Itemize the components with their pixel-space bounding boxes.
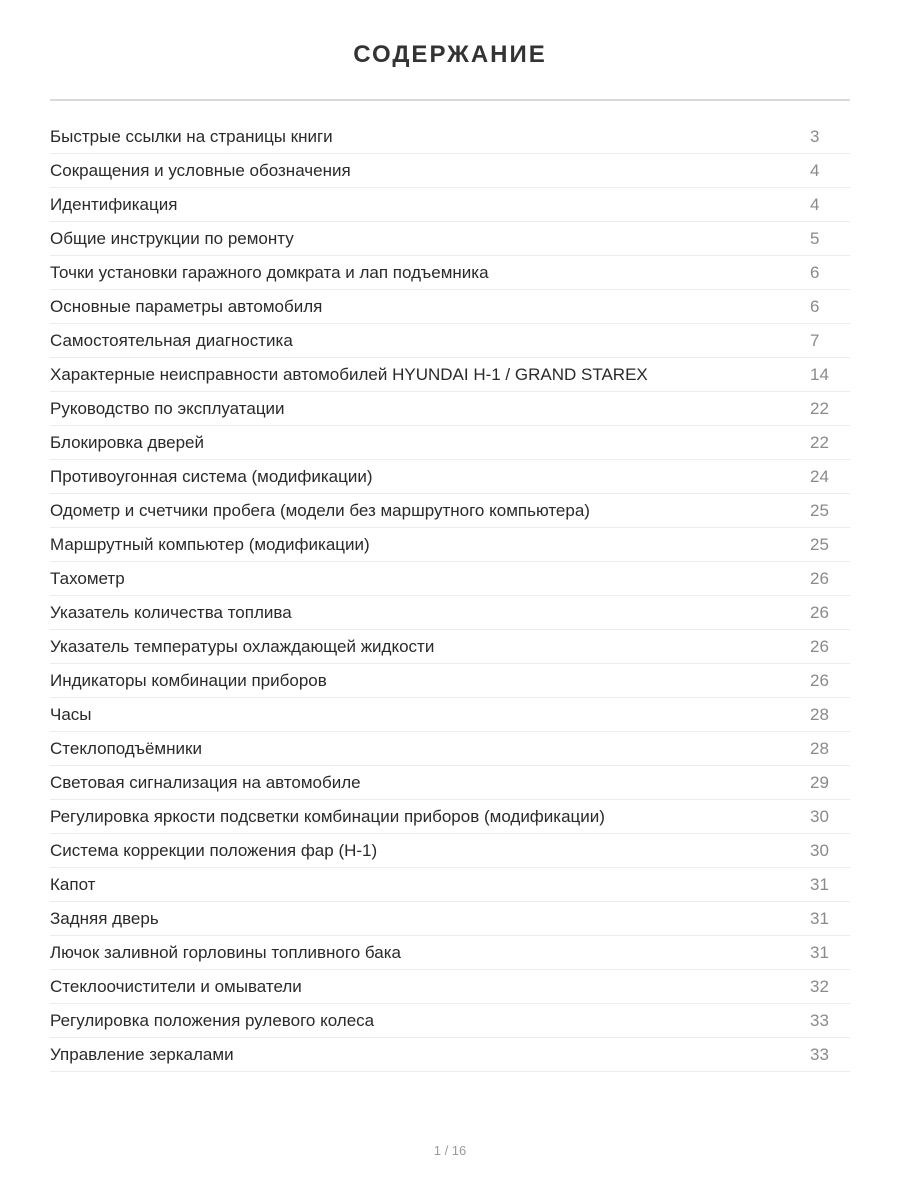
toc-entry[interactable] (50, 528, 850, 562)
page-indicator: 1 / 16 (433, 1143, 467, 1158)
title-divider (50, 99, 850, 101)
toc-entry-page: 30 (810, 806, 829, 826)
toc-entry-page: 26 (810, 670, 829, 690)
toc-entry-page: 14 (810, 364, 829, 384)
toc-entry[interactable] (50, 596, 850, 630)
toc-entry[interactable] (50, 970, 850, 1004)
page-title: СОДЕРЖАНИЕ (353, 41, 547, 68)
toc-entry-title: Характерные неисправности автомобилей HYUNDAI H-1 / GRAND STAREX (50, 364, 648, 384)
toc-entry-page: 33 (810, 1044, 829, 1064)
toc-entry-page: 22 (810, 432, 829, 452)
toc-entry[interactable] (50, 834, 850, 868)
toc-entry-title: Световая сигнализация на автомобиле (50, 772, 361, 792)
toc-entry[interactable] (50, 358, 850, 392)
toc-entry[interactable] (50, 120, 850, 154)
toc-entry-title: Общие инструкции по ремонту (50, 228, 294, 248)
toc-entry-title: Руководство по эксплуатации (50, 398, 285, 418)
toc-entry-page: 31 (810, 908, 829, 928)
toc-entry[interactable] (50, 868, 850, 902)
toc-entry[interactable] (50, 1004, 850, 1038)
toc-entry-page: 24 (810, 466, 829, 486)
toc-entry-page: 26 (810, 568, 829, 588)
toc-entry-title: Противоугонная система (модификации) (50, 466, 373, 486)
toc-entry-page: 6 (810, 262, 820, 282)
toc-entry-title: Самостоятельная диагностика (50, 330, 293, 350)
toc-entry-page: 31 (810, 942, 829, 962)
toc-entry-title: Одометр и счетчики пробега (модели без маршрутного компьютера) (50, 500, 590, 520)
toc-entry-page: 25 (810, 534, 829, 554)
toc-entry-page: 4 (810, 194, 820, 214)
toc-entry[interactable] (50, 766, 850, 800)
toc-entry-title: Указатель количества топлива (50, 602, 292, 622)
toc-entry-page: 6 (810, 296, 820, 316)
toc-entry[interactable] (50, 902, 850, 936)
toc-entry[interactable] (50, 392, 850, 426)
toc-entry-title: Указатель температуры охлаждающей жидкости (50, 636, 435, 656)
toc-entry[interactable] (50, 290, 850, 324)
toc-entry[interactable] (50, 664, 850, 698)
toc-entry-title: Тахометр (50, 568, 125, 588)
toc-entry[interactable] (50, 630, 850, 664)
toc-entry-page: 29 (810, 772, 829, 792)
toc-entry-page: 4 (810, 160, 820, 180)
toc-entry-page: 31 (810, 874, 829, 894)
toc-entry-title: Сокращения и условные обозначения (50, 160, 351, 180)
toc-entry-title: Маршрутный компьютер (модификации) (50, 534, 370, 554)
toc-entry[interactable] (50, 1038, 850, 1072)
toc-entry-page: 28 (810, 704, 829, 724)
toc-entry-title: Система коррекции положения фар (H-1) (50, 840, 378, 860)
toc-entry[interactable] (50, 426, 850, 460)
toc-entry-page: 30 (810, 840, 829, 860)
toc-entry-title: Часы (50, 704, 92, 724)
toc-entry[interactable] (50, 698, 850, 732)
toc-entry-page: 33 (810, 1010, 829, 1030)
toc-entry-title: Быстрые ссылки на страницы книги (50, 126, 333, 146)
toc-entry-page: 3 (810, 126, 820, 146)
toc-entry[interactable] (50, 936, 850, 970)
toc-entry-title: Капот (50, 874, 96, 894)
toc-entry-title: Лючок заливной горловины топливного бака (50, 942, 401, 962)
toc-entry[interactable] (50, 494, 850, 528)
toc-entry-title: Задняя дверь (50, 908, 159, 928)
toc-entry-page: 22 (810, 398, 829, 418)
toc-entry[interactable] (50, 154, 850, 188)
toc-entry-title: Регулировка яркости подсветки комбинации приборов (модификации) (50, 806, 605, 826)
toc-entry[interactable] (50, 324, 850, 358)
toc-entry[interactable] (50, 460, 850, 494)
toc-entry-page: 26 (810, 602, 829, 622)
toc-entry[interactable] (50, 222, 850, 256)
toc-entry-page: 25 (810, 500, 829, 520)
toc-entry-page: 32 (810, 976, 829, 996)
toc-entry[interactable] (50, 188, 850, 222)
toc-entry-title: Точки установки гаражного домкрата и лап подъемника (50, 262, 489, 282)
toc-entry-page: 28 (810, 738, 829, 758)
toc-entry-title: Стеклоочистители и омыватели (50, 976, 302, 996)
toc-entry-title: Основные параметры автомобиля (50, 296, 323, 316)
toc-entry[interactable] (50, 562, 850, 596)
toc-entry[interactable] (50, 800, 850, 834)
toc-entry-page: 26 (810, 636, 829, 656)
toc-entry-title: Регулировка положения рулевого колеса (50, 1010, 375, 1030)
toc-entry-title: Индикаторы комбинации приборов (50, 670, 327, 690)
toc-entry-title: Управление зеркалами (50, 1044, 234, 1064)
toc-entry-title: Идентификация (50, 194, 178, 214)
toc-entry[interactable] (50, 732, 850, 766)
table-of-contents (50, 120, 850, 1072)
toc-entry[interactable] (50, 256, 850, 290)
toc-entry-page: 5 (810, 228, 820, 248)
toc-entry-title: Блокировка дверей (50, 432, 205, 452)
toc-entry-page: 7 (810, 330, 820, 350)
toc-entry-title: Стеклоподъёмники (50, 738, 202, 758)
